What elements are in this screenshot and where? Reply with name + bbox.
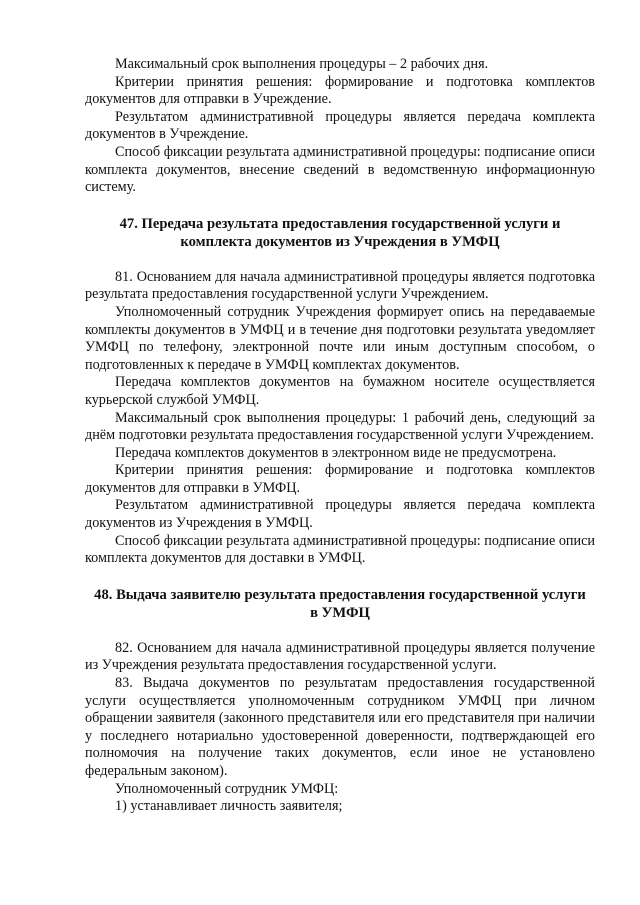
paragraph: 81. Основанием для начала административной процедуры является подготовка результата предоставления государственной услуги Учреждением. <box>85 268 595 303</box>
paragraph: Критерии принятия решения: формирование и подготовка комплектов документов для отправки в Учреждение. <box>85 73 595 108</box>
paragraph: Передача комплектов документов на бумажном носителе осуществляется курьерской службой УМФЦ. <box>85 374 595 408</box>
section-47-heading: 47. Передача результата предоставления государственной услуги и комплекта документов из Учреждения в УМФЦ <box>119 215 561 250</box>
paragraph: Максимальный срок выполнения процедуры: 1 рабочий день, следующий за днём подготовки результата предоставления государственной услуги Учреждением. <box>85 409 595 444</box>
paragraph: Способ фиксации результата административной процедуры: подписание описи комплекта документов для доставки в УМФЦ. <box>85 532 595 567</box>
intro-block <box>85 56 595 197</box>
paragraph: Способ фиксации результата административной процедуры: подписание описи комплекта документов, внесение сведений в ведомственную информационную систему. <box>85 143 595 196</box>
paragraph: 1) устанавливает личность заявителя; <box>115 798 343 815</box>
paragraph: Результатом административной процедуры является передача комплекта документов в Учреждение. <box>85 108 595 143</box>
paragraph: Критерии принятия решения: формирование и подготовка комплектов документов для отправки в УМФЦ. <box>85 462 595 496</box>
section-48-heading: 48. Выдача заявителю результата предоставления государственной услуги в УМФЦ <box>94 586 586 621</box>
paragraph: Максимальный срок выполнения процедуры – 2 рабочих дня. <box>115 56 489 72</box>
paragraph: 83. Выдача документов по результатам предоставления государственной услуги осуществляется уполномоченным сотрудником УМФЦ при личном обращении заявителя (законного представителя или его представителя при наличии у последнего нотариально удостоверенной доверенности, подтверждающей его полномочия на получение таких документов, если иное не установлено федеральным законом). <box>85 675 595 779</box>
section-47-body <box>85 269 595 568</box>
paragraph: 82. Основанием для начала административной процедуры является получение из Учреждения результата предоставления государственной услуги. <box>85 639 595 674</box>
paragraph: Передача комплектов документов в электронном виде не предусмотрена. <box>115 444 557 461</box>
section-48-body <box>85 640 595 816</box>
paragraph: Уполномоченный сотрудник Учреждения формирует опись на передаваемые комплекты документов в УМФЦ и в течение дня подготовки результата уведомляет УМФЦ по телефону, электронной почте или иным доступным способом, о подготовленных к передаче в УМФЦ комплектах документов. <box>85 303 595 373</box>
paragraph: Уполномоченный сотрудник УМФЦ: <box>115 780 339 797</box>
paragraph: Результатом административной процедуры является передача комплекта документов из Учреждения в УМФЦ. <box>85 497 595 532</box>
